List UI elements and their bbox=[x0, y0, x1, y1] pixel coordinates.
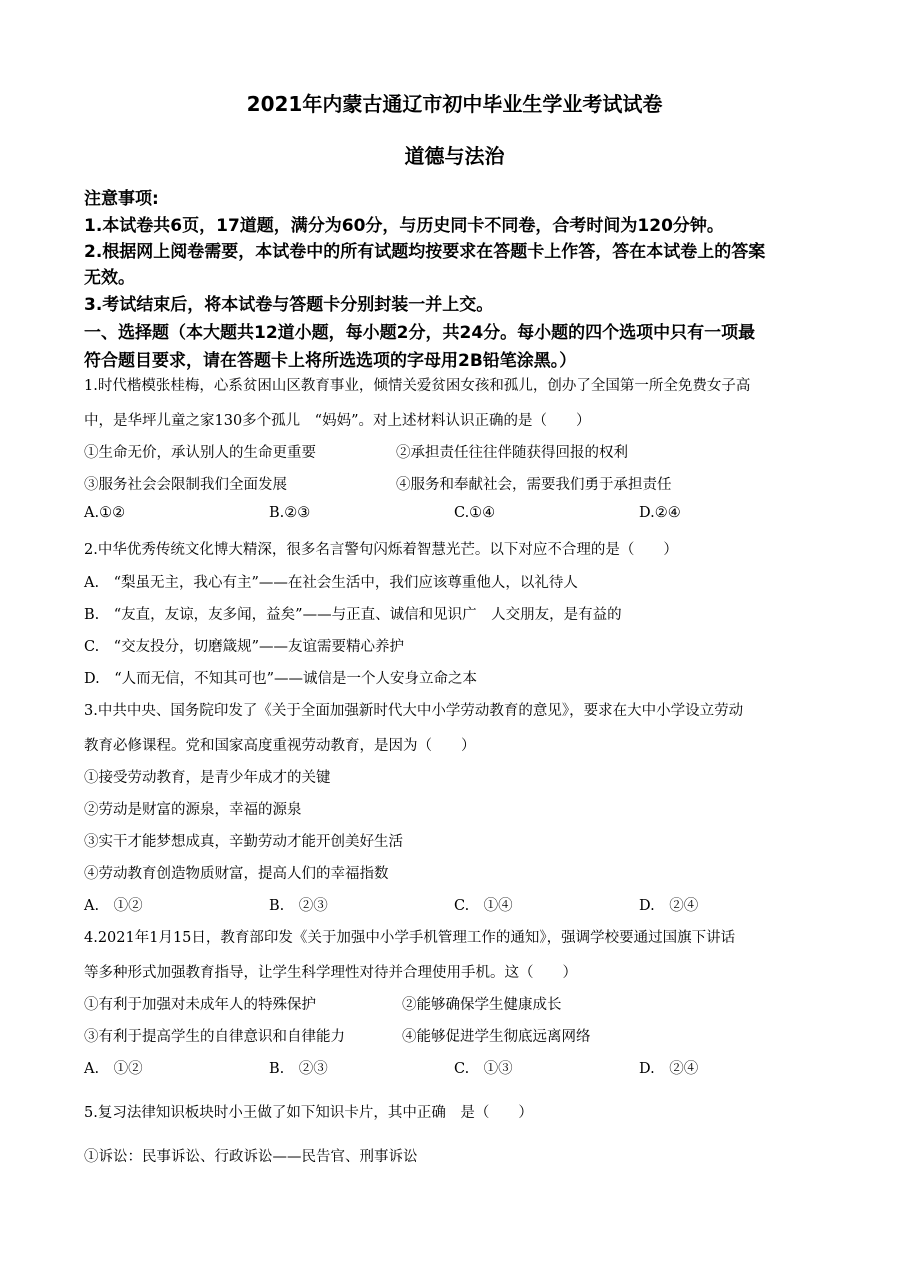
q4-statement-4: ④能够促进学生彻底远离网络 bbox=[402, 1029, 591, 1045]
q3-option-c: C. ①④ bbox=[454, 898, 513, 914]
q2-option-d: D. “人而无信，不知其可也”——诚信是一个人安身立命之本 bbox=[84, 671, 478, 687]
q5-statement-1: ①诉讼：民事诉讼、行政诉讼——民告官、刑事诉讼 bbox=[84, 1149, 418, 1165]
q1-stem-cont: 中，是华坪儿童之家130多个孤儿 “妈妈”。对上述材料认识正确的是（ ） bbox=[84, 413, 591, 429]
q3-stem: 3.中共中央、国务院印发了《关于全面加强新时代大中小学劳动教育的意见》，要求在大中小学设立劳动 bbox=[84, 703, 744, 719]
section-heading: 一、选择题（本大题共12道小题，每小题2分，共24分。每小题的四个选项中只有一项最 bbox=[84, 323, 756, 343]
q1-stem: 1.时代楷模张桂梅，心系贫困山区教育事业，倾情关爱贫困女孩和孤儿，创办了全国第一所全免费女子高 bbox=[84, 378, 751, 394]
notice-line-2-cont: 无效。 bbox=[84, 268, 135, 288]
notice-line-3: 3.考试结束后，将本试卷与答题卡分别封装一并上交。 bbox=[84, 295, 494, 315]
q4-stem-cont: 等多种形式加强教育指导，让学生科学理性对待并合理使用手机。这（ ） bbox=[84, 965, 577, 981]
q2-stem: 2.中华优秀传统文化博大精深，很多名言警句闪烁着智慧光芒。以下对应不合理的是（ ） bbox=[84, 542, 678, 558]
q4-stem: 4.2021年1月15日，教育部印发《关于加强中小学手机管理工作的通知》，强调学校要通过国旗下讲话 bbox=[84, 930, 736, 946]
q3-stem-cont: 教育必修课程。党和国家高度重视劳动教育，是因为（ ） bbox=[84, 738, 476, 754]
q4-option-d: D. ②④ bbox=[639, 1061, 699, 1077]
q1-statement-2: ②承担责任往往伴随获得回报的权利 bbox=[396, 445, 628, 461]
exam-title: 2021年内蒙古通辽市初中毕业生学业考试试卷 bbox=[246, 92, 663, 116]
q1-option-a: A.①② bbox=[84, 505, 126, 521]
q3-statement-2: ②劳动是财富的源泉，幸福的源泉 bbox=[84, 802, 302, 818]
q5-stem: 5.复习法律知识板块时小王做了如下知识卡片，其中正确 是（ ） bbox=[84, 1105, 533, 1121]
q1-option-d: D.②④ bbox=[639, 505, 681, 521]
q4-option-a: A. ①② bbox=[84, 1061, 143, 1077]
notice-line-2: 2.根据网上阅卷需要，本试卷中的所有试题均按要求在答题卡上作答，答在本试卷上的答案 bbox=[84, 242, 766, 262]
q3-option-b: B. ②③ bbox=[269, 898, 328, 914]
q1-statement-3: ③服务社会会限制我们全面发展 bbox=[84, 477, 287, 493]
q1-option-b: B.②③ bbox=[269, 505, 311, 521]
q4-option-c: C. ①③ bbox=[454, 1061, 513, 1077]
q4-statement-3: ③有利于提高学生的自律意识和自律能力 bbox=[84, 1029, 345, 1045]
q2-option-c: C. “交友投分，切磨箴规”——友谊需要精心养护 bbox=[84, 639, 405, 655]
q4-statement-2: ②能够确保学生健康成长 bbox=[402, 997, 562, 1013]
q1-option-c: C.①④ bbox=[454, 505, 496, 521]
q4-statement-1: ①有利于加强对未成年人的特殊保护 bbox=[84, 997, 316, 1013]
q3-statement-4: ④劳动教育创造物质财富，提高人们的幸福指数 bbox=[84, 866, 389, 882]
q3-option-a: A. ①② bbox=[84, 898, 143, 914]
notice-line-1: 1.本试卷共6页，17道题，满分为60分，与历史同卡不同卷，合考时间为120分钟。 bbox=[84, 216, 724, 236]
section-heading-cont: 符合题目要求，请在答题卡上将所选选项的字母用2B铅笔涂黑。） bbox=[84, 351, 577, 371]
q2-option-a: A. “梨虽无主，我心有主”——在社会生活中，我们应该尊重他人，以礼待人 bbox=[84, 575, 578, 591]
q2-option-b: B. “友直，友谅，友多闻，益矣”——与正直、诚信和见识广 人交朋友，是有益的 bbox=[84, 607, 622, 623]
q3-statement-3: ③实干才能梦想成真，辛勤劳动才能开创美好生活 bbox=[84, 834, 403, 850]
q3-option-d: D. ②④ bbox=[639, 898, 699, 914]
q4-option-b: B. ②③ bbox=[269, 1061, 328, 1077]
subject-title: 道德与法治 bbox=[404, 144, 505, 168]
q3-statement-1: ①接受劳动教育，是青少年成才的关键 bbox=[84, 770, 331, 786]
q1-statement-1: ①生命无价，承认别人的生命更重要 bbox=[84, 445, 316, 461]
q1-statement-4: ④服务和奉献社会，需要我们勇于承担责任 bbox=[396, 477, 672, 493]
notice-heading: 注意事项: bbox=[84, 189, 159, 209]
